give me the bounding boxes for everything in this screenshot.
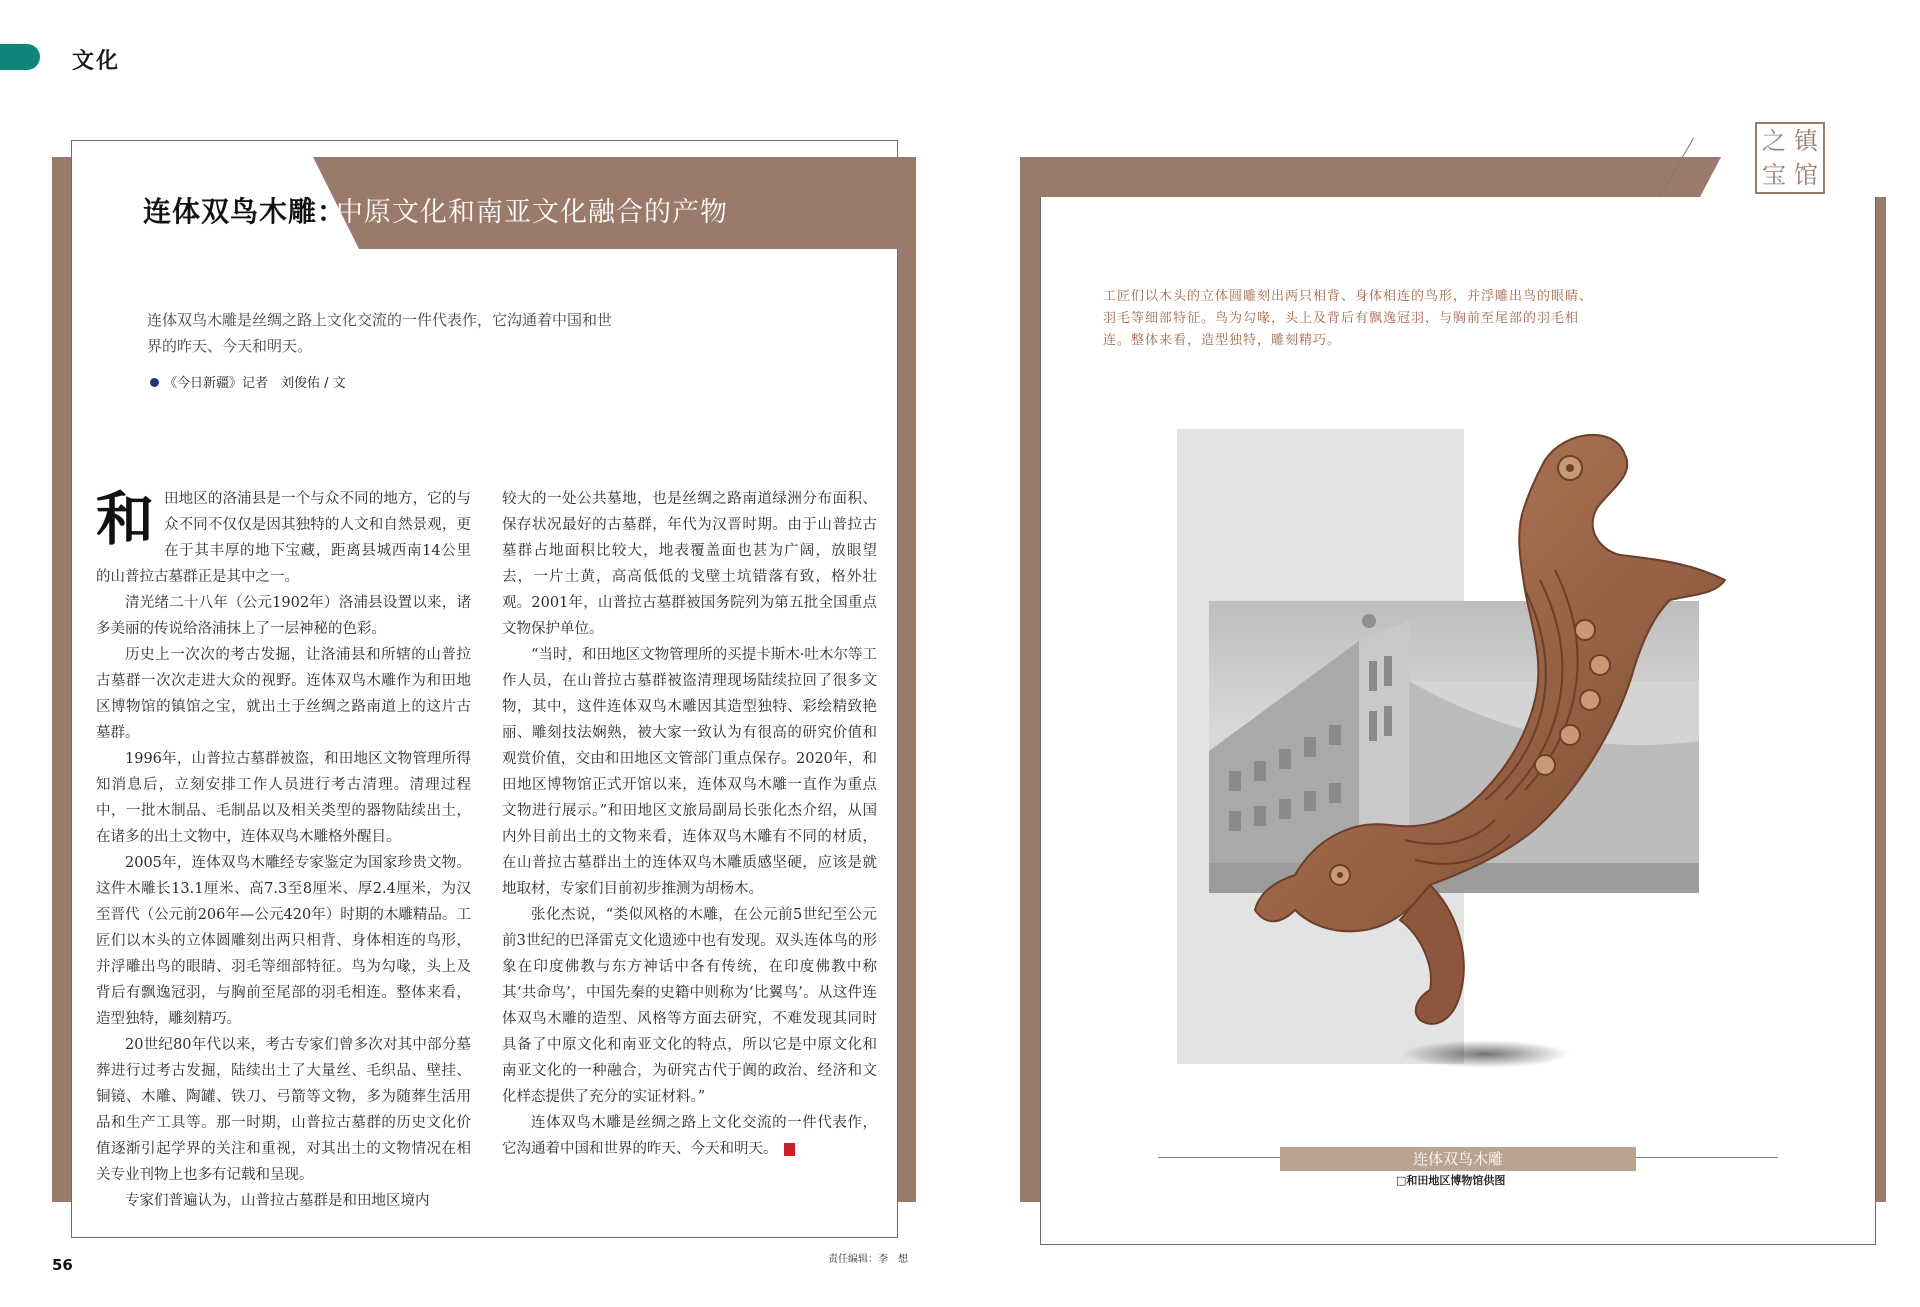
editor-credit: 责任编辑：李 想 [828, 1254, 908, 1265]
artifact-description: 工匠们以木头的立体圆雕刻出两只相背、身体相连的鸟形，并浮雕出鸟的眼睛、羽毛等细部特征。鸟为勾喙，头上及背后有飘逸冠羽，与胸前至尾部的羽毛相连。整体来看，造型独特，雕刻精巧。 [1103, 289, 1594, 348]
seal-char: 之 [1762, 127, 1786, 155]
paragraph: 较大的一处公共墓地，也是丝绸之路南道绿洲分布面积、保存状况最好的古墓群，年代为汉晋时期。由于山普拉古墓群占地面积比较大，地表覆盖面也甚为广阔，放眼望去，一片土黄，高高低低的戈壁土坑错落有致，格外壮观。2001年，山普拉古墓群被国务院列为第五批全国重点文物保护单位。 [502, 491, 877, 637]
paragraph: 张化杰说，“类似风格的木雕，在公元前5世纪至公元前3世纪的巴泽雷克文化遗迹中也有发现。双头连体鸟的形象在印度佛教与东方神话中各有传统，在印度佛教中称其‘共命鸟’，中国先秦的史籍中则称为‘比翼鸟’。从这件连体双鸟木雕的造型、风格等方面去研究，不难发现其同时具备了中原文化和南亚文化的特点，所以它是中原文化和南亚文化的一种融合，为研究古代于阗的政治、经济和文化样态提供了充分的实证材料。” [502, 907, 877, 1105]
paragraph: 1996年，山普拉古墓群被盗，和田地区文物管理所得知消息后，立刻安排工作人员进行考古清理。清理过程中，一批木制品、毛制品以及相关类型的器物陆续出土，在诸多的出土文物中，连体双鸟木雕格外醒目。 [96, 751, 471, 845]
article-lede: 连体双鸟木雕是丝绸之路上文化交流的一件代表作，它沟通着中国和世界的昨天、今天和明天。 [147, 311, 613, 355]
carving-shadow [1400, 1040, 1570, 1068]
section-tab-marker [0, 44, 40, 70]
seal-char: 宝 [1762, 161, 1786, 189]
byline-bullet-icon [150, 378, 159, 387]
section-label: 文化 [72, 49, 121, 74]
paragraph: 历史上一次次的考古发掘，让洛浦县和所辖的山普拉古墓群一次次走进大众的视野。连体双鸟木雕作为和田地区博物馆的镇馆之宝，就出土于丝绸之路南道上的这片古墓群。 [96, 647, 471, 741]
paragraph: 专家们普遍认为，山普拉古墓群是和田地区境内 [125, 1193, 430, 1209]
drop-cap: 和 [96, 485, 155, 553]
paragraph: 2005年，连体双鸟木雕经专家鉴定为国家珍贵文物。这件木雕长13.1厘米、高7.3至8厘米、厚2.4厘米，为汉至晋代（公元前206年—公元420年）时期的木雕精品。工匠们以木头的立体圆雕刻出两只相背、身体相连的鸟形，并浮雕出鸟的眼睛、羽毛等细部特征。鸟为勾喙，头上及背后有飘逸冠羽，与胸前至尾部的羽毛相连。整体来看，造型独特，雕刻精巧。 [96, 855, 471, 1027]
closing-paragraph-text: 连体双鸟木雕是丝绸之路上文化交流的一件代表作，它沟通着中国和世界的昨天、今天和明天。 [502, 1115, 877, 1157]
double-bird-wood-carving-image [1225, 420, 1775, 1070]
seal-char: 馆 [1794, 161, 1818, 189]
right-frame-band-left [1020, 157, 1040, 1202]
article-column-2 [502, 486, 877, 1162]
treasure-seal [1755, 122, 1825, 194]
artifact-label: 连体双鸟木雕 [1412, 1150, 1503, 1168]
paragraph: 清光绪二十八年（公元1902年）洛浦县设置以来，诸多美丽的传说给洛浦抹上了一层神秘的色彩。 [96, 595, 471, 637]
paragraph: 田地区的洛浦县是一个与众不同的地方，它的与众不同不仅仅是因其独特的人文和自然景观，更在于其丰厚的地下宝藏，距离县城西南14公里的山普拉古墓群正是其中之一。 [96, 491, 471, 585]
article-column-1 [96, 486, 471, 1214]
left-frame-band [52, 157, 71, 1202]
paragraph: 20世纪80年代以来，考古专家们曾多次对其中部分墓葬进行过考古发掘，陆续出土了大量丝、毛织品、壁挂、铜镜、木雕、陶罐、铁刀、弓箭等文物，多为随葬生活用品和生产工具等。那一时期，山普拉古墓群的历史文化价值逐渐引起学界的关注和重视，对其出土的文物情况在相关专业刊物上也多有记载和呈现。 [96, 1037, 471, 1183]
page-number: 56 [52, 1256, 73, 1274]
article-byline: 《今日新疆》记者 刘俊佑 / 文 [164, 376, 346, 391]
paragraph [502, 1110, 877, 1162]
paragraph: “当时，和田地区文物管理所的买提卡斯木·吐木尔等工作人员，在山普拉古墓群被盗清理现场陆续拉回了很多文物，其中，这件连体双鸟木雕因其造型独特、彩绘精致艳丽、雕刻技法娴熟，被大家一致认为有很高的研究价值和观赏价值，交由和田地区文管部门重点保存。2020年，和田地区博物馆正式开馆以来，连体双鸟木雕一直作为重点文物进行展示。”和田地区文旅局副局长张化杰介绍，从国内外目前出土的文物来看，连体双鸟木雕有不同的材质，在山普拉古墓群出土的连体双鸟木雕质感坚硬，应该是就地取材，专家们目前初步推测为胡杨木。 [502, 647, 877, 897]
article-end-mark-icon [784, 1143, 795, 1156]
seal-char: 镇 [1794, 127, 1818, 155]
photo-credit: □和田地区博物馆供图 [1396, 1174, 1506, 1187]
article-subtitle: 中原文化和南亚文化融合的产物 [336, 197, 728, 228]
left-frame-band-right [898, 157, 916, 1202]
article-title: 连体双鸟木雕： [143, 195, 347, 228]
